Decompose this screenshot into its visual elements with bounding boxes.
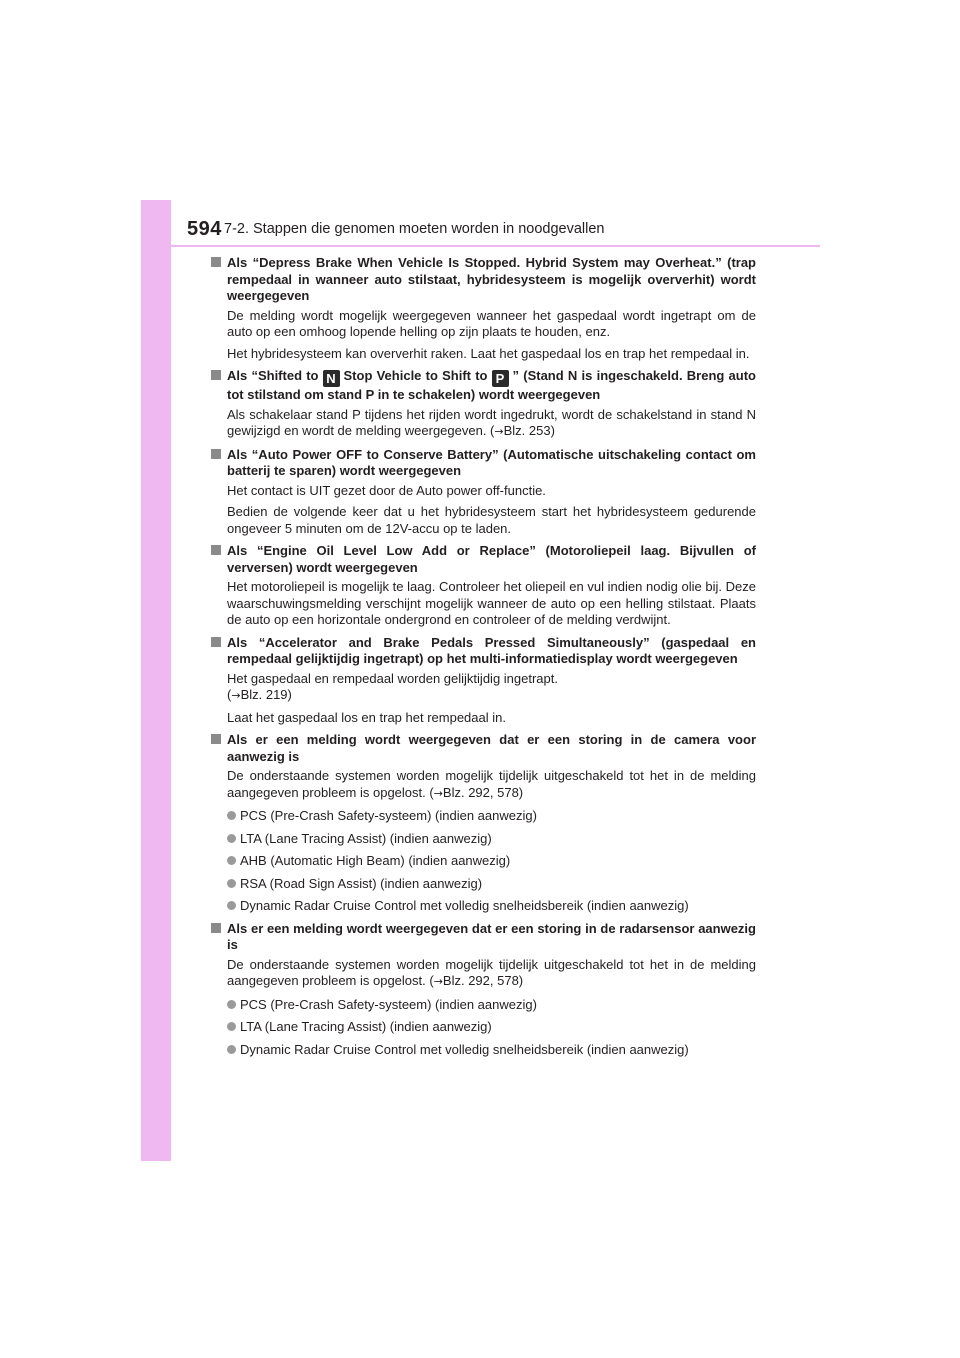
page-reference: Blz. 292, 578) [442,973,524,988]
entry-brake-hybrid-overheat [211,255,756,362]
entry-paragraph: Het motoroliepeil is mogelijk te laag. Controleer het oliepeil en vul indien nodig olie bij. Deze waarschuwingsmelding verschijnt mogelijk wanneer de auto op een helling stilstaat. Plaats de auto op een horizontale ondergrond en controleer of de melding verdwijnt. [227,579,756,627]
entry-paragraph: Bedien de volgende keer dat u het hybridesysteem start het hybridesysteem gedurende ongeveer 5 minuten om de 12V-accu op te laden. [227,504,756,536]
list-item: PCS (Pre-Crash Safety-systeem) (indien aanwezig) [227,808,756,825]
round-bullet-icon [227,1000,236,1009]
list-item: AHB (Automatic High Beam) (indien aanwezig) [227,853,756,870]
list-item: LTA (Lane Tracing Assist) (indien aanwezig) [227,1019,756,1036]
page-reference: Blz. 219) [240,687,292,702]
list-item: Dynamic Radar Cruise Control met volledig snelheidsbereik (indien aanwezig) [227,898,756,915]
entry-heading: Als “Accelerator and Brake Pedals Pressed Simultaneously” (gaspedaal en rempedaal gelijktijdig ingetrapt) op het multi-informatiedisplay wordt weergegeven [227,634,756,666]
list-item: RSA (Road Sign Assist) (indien aanwezig) [227,876,756,893]
round-bullet-icon [227,811,236,820]
page-reference: Blz. 292, 578) [442,784,524,800]
entry-paragraph: Laat het gaspedaal los en trap het rempedaal in. [227,709,506,725]
entry-paragraph: Het hybridesysteem kan oververhit raken. Laat het gaspedaal los en trap het rempedaal in. [227,345,750,361]
round-bullet-icon [227,901,236,910]
shift-p-key-icon: P [492,370,509,387]
entry-auto-power-off [211,447,756,538]
list-item: LTA (Lane Tracing Assist) (indien aanwezig) [227,831,756,848]
entry-heading: Als “Auto Power OFF to Conserve Battery” (Automatische uitschakeling contact om batterij te sparen) wordt weergegeven [227,446,756,478]
shift-n-key-icon: N [323,370,340,387]
round-bullet-icon [227,1022,236,1031]
round-bullet-icon [227,856,236,865]
page-reference: Blz. 253) [503,423,555,438]
round-bullet-icon [227,1045,236,1054]
arrow-right-icon: → [433,786,443,800]
list-item: PCS (Pre-Crash Safety-systeem) (indien aanwezig) [227,997,756,1014]
entry-camera-malfunction [211,732,756,915]
square-bullet-icon [211,923,221,933]
square-bullet-icon [211,449,221,459]
square-bullet-icon [211,370,221,380]
header-divider [171,245,820,247]
entry-paragraph: Het gaspedaal en rempedaal worden gelijktijdig ingetrapt. (→Blz. 219) [227,670,558,702]
entry-pedals-simultaneous [211,635,756,727]
entry-heading: Als er een melding wordt weergegeven dat er een storing in de camera voor aanwezig is [227,732,756,764]
square-bullet-icon [211,257,221,267]
round-bullet-icon [227,879,236,888]
arrow-right-icon: → [231,689,241,702]
entry-paragraph: De melding wordt mogelijk weergegeven wanneer het gaspedaal wordt ingetrapt om de auto op een omhoog lopende helling op zijn plaats te houden, enz. [227,307,756,339]
page-number: 594 [187,218,222,240]
entry-shifted-to-n [211,368,756,441]
square-bullet-icon [211,545,221,555]
square-bullet-icon [211,734,221,744]
entry-heading: Als “Shifted to N Stop Vehicle to Shift to P ” (Stand N is ingeschakeld. Breng auto tot stilstand om stand P in te schakelen) wordt weergegeven [227,368,757,402]
chapter-side-tab [141,200,171,1161]
list-item: Dynamic Radar Cruise Control met volledig snelheidsbereik (indien aanwezig) [227,1042,756,1059]
entry-paragraph: Als schakelaar stand P tijdens het rijden wordt ingedrukt, wordt de schakelstand in stand N gewijzigd en wordt de melding weergegeven. (→Blz. 253) [227,406,756,438]
entry-paragraph: De onderstaande systemen worden mogelijk tijdelijk uitgeschakeld tot het in de melding aangegeven probleem is opgelost. (→Blz. 292, 578) [227,768,756,800]
entry-paragraph: De onderstaande systemen worden mogelijk tijdelijk uitgeschakeld tot het in de melding aangegeven probleem is opgelost. (→Blz. 292, 578) [227,956,756,988]
entry-heading: Als “Depress Brake When Vehicle Is Stopped. Hybrid System may Overheat.” (trap rempedaal in wanneer auto stilstaat, hybridesysteem is mogelijk oververhit) wordt weergegeven [227,255,756,303]
square-bullet-icon [211,637,221,647]
page-content [211,255,756,1058]
section-title: 7-2. Stappen die genomen moeten worden in noodgevallen [224,221,605,237]
arrow-right-icon: → [433,975,443,988]
arrow-right-icon: → [494,425,504,438]
entry-engine-oil-low [211,543,756,629]
round-bullet-icon [227,834,236,843]
entry-radar-malfunction [211,921,756,1059]
entry-heading: Als er een melding wordt weergegeven dat er een storing in de radarsensor aanwezig is [227,920,756,952]
entry-paragraph: Het contact is UIT gezet door de Auto power off-functie. [227,482,546,498]
entry-heading: Als “Engine Oil Level Low Add or Replace” (Motoroliepeil laag. Bijvullen of verversen) wordt weergegeven [227,543,756,575]
